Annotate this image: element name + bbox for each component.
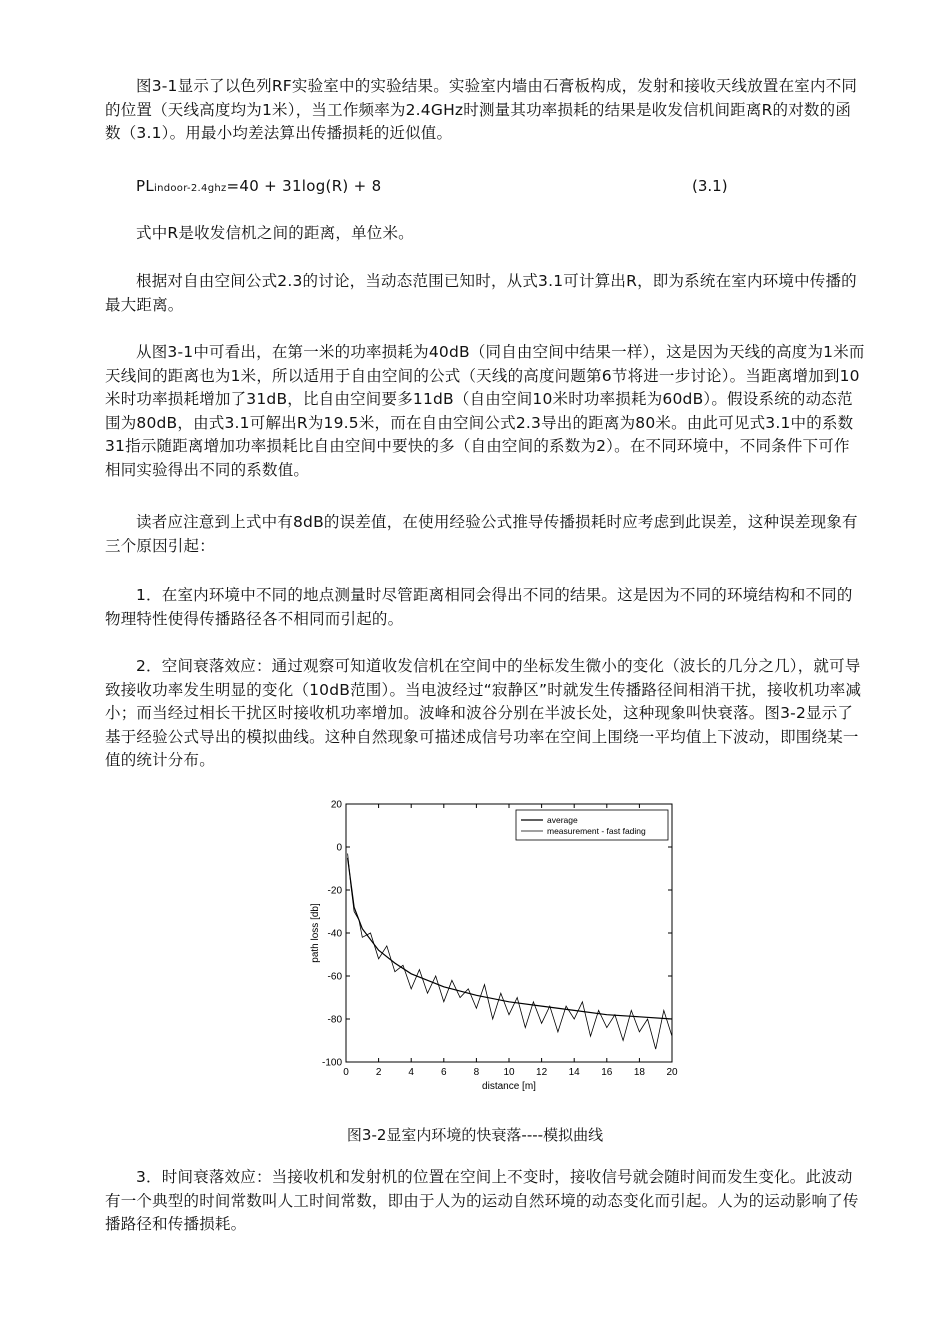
paragraph-item-2: 2．空间衰落效应：通过观察可知道收发信机在空间中的坐标发生微小的变化（波长的几分之几），就可导致接收功率发生明显的变化（10dB范围）。当电波经过“寂静区”时就发生传播路径间相消干扰，接收机功率减小；而当经过相长干扰区时接收机功率增加。波峰和波谷分别在半波长处，这种现象叫快衰落。图3-2显示了基于经验公式导出的模拟曲线。这种自然现象可描述成信号功率在空间上围绕一平均值上下波动，即围绕某一值的统计分布。	[105, 657, 862, 769]
x-tick-label: 0	[343, 1067, 349, 1078]
paragraph-intro: 图3-1显示了以色列RF实验室中的实验结果。实验室内墙由石膏板构成，发射和接收天线放置在室内不同的位置（天线高度均为1米），当工作频率为2.4GHz时测量其功率损耗的结果是收发信机间距离R的对数的函数（3.1）。用最小均差法算出传播损耗的近似值。	[105, 77, 858, 142]
x-tick-label: 18	[633, 1067, 645, 1078]
paragraph-item-3: 3．时间衰落效应：当接收机和发射机的位置在空间上不变时，接收信号就会随时间而发生变化。此波动有一个典型的时间常数叫人工时间常数，即由于人为的运动自然环境的动态变化而引起。人为的运动影响了传播路径和传播损耗。	[105, 1168, 859, 1233]
x-axis-label: distance [m]	[482, 1081, 536, 1092]
x-tick-label: 4	[408, 1067, 414, 1078]
y-tick-label: 0	[336, 842, 342, 854]
equation-subscript: indoor-2.4ghz	[154, 183, 227, 194]
legend-label: measurement - fast fading	[547, 826, 646, 836]
equation-3-1	[136, 177, 381, 195]
equation-rhs: =40 + 31log(R) + 8	[226, 177, 382, 195]
equation-number: (3.1)	[692, 177, 728, 195]
paragraph-error: 读者应注意到上式中有8dB的误差值，在使用经验公式推导传播损耗时应考虑到此误差，这种误差现象有三个原因引起：	[105, 513, 858, 555]
x-tick-label: 2	[375, 1067, 382, 1078]
x-tick-label: 6	[441, 1067, 447, 1078]
x-tick-label: 10	[503, 1067, 515, 1078]
y-tick-label: -80	[327, 1014, 342, 1026]
figure-caption: 图3-2显室内环境的快衰落----模拟曲线	[346, 1126, 604, 1144]
y-tick-label: 20	[330, 799, 342, 811]
x-tick-label: 8	[473, 1067, 480, 1078]
equation-lhs: PL	[136, 177, 155, 195]
series-line-1	[348, 854, 672, 1050]
x-tick-label: 20	[666, 1067, 678, 1078]
paragraph-item-1: 1．在室内环境中不同的地点测量时尽管距离相同会得出不同的结果。这是因为不同的环境结构和不同的物理特性使得传播路径各不相同而引起的。	[105, 586, 853, 628]
x-tick-label: 16	[601, 1067, 613, 1078]
legend-label: average	[547, 815, 578, 825]
x-tick-label: 14	[568, 1067, 580, 1078]
y-axis-label: path loss [db]	[310, 903, 321, 963]
paragraph-analysis: 从图3-1中可看出，在第一米的功率损耗为40dB（同自由空间中结果一样），这是因为天线的高度为1米而天线间的距离也为1米，所以适用于自由空间的公式（天线的高度问题第6节将进一步讨论）。当距离增加到10米时功率损耗增加了31dB，比自由空间要多11dB（自由空间10米时功率损耗为60dB）。假设系统的动态范围为80dB，由式3.1可解出R为19.5米，而在自由空间公式2.3导出的距离为80米。由此可见式3.1中的系数31指示随距离增加功率损耗比自由空间中要快的多（自由空间的系数为2）。在不同环境中，不同条件下可作相同实验得出不同的系数值。	[105, 343, 865, 479]
figure-3-2	[306, 796, 678, 1096]
plot-frame	[346, 804, 672, 1062]
y-tick-label: -100	[321, 1057, 342, 1069]
y-tick-label: -40	[327, 928, 342, 940]
paragraph-definition: 式中R是收发信机之间的距离，单位米。	[136, 224, 414, 242]
paragraph-free-space: 根据对自由空间公式2.3的讨论，当动态范围已知时，从式3.1可计算出R，即为系统在室内环境中传播的最大距离。	[105, 272, 857, 314]
x-tick-label: 12	[536, 1067, 548, 1078]
y-tick-label: -20	[327, 885, 342, 897]
y-tick-label: -60	[327, 971, 342, 983]
series-line-0	[348, 858, 672, 1019]
path-loss-chart	[306, 796, 678, 1096]
